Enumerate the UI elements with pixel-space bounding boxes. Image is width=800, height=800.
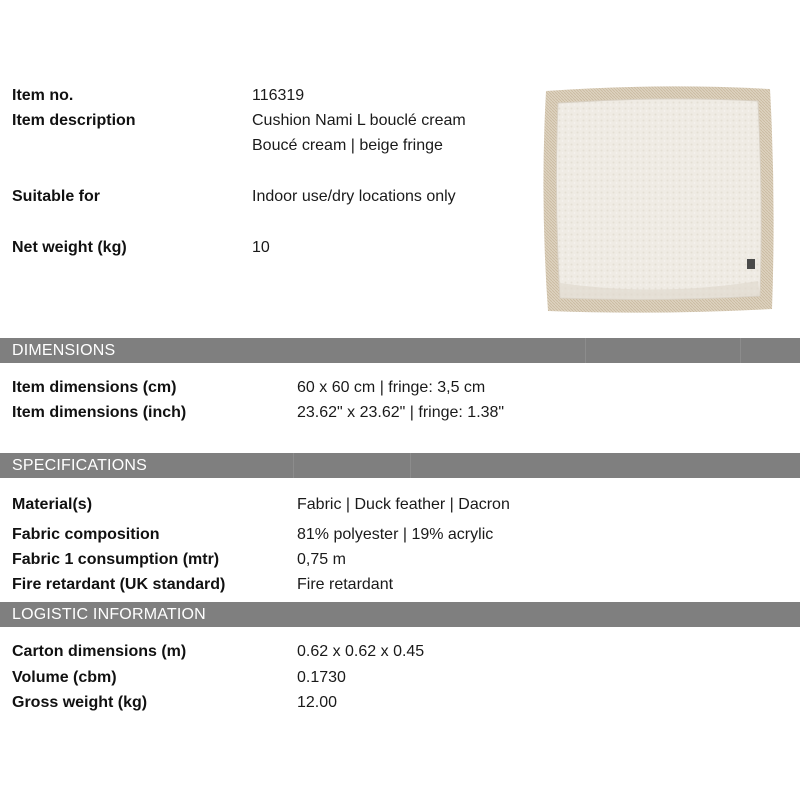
cushion-product-image: [540, 83, 776, 315]
row-label: Item dimensions (inch): [12, 404, 187, 421]
dimensions-section-header: [0, 338, 800, 363]
row-value: 0,75 m: [297, 551, 346, 568]
specifications-section-header: [0, 453, 800, 478]
row-label: Material(s): [12, 496, 93, 513]
row-label: Carton dimensions (m): [12, 643, 187, 660]
row-value: 81% polyester | 19% acrylic: [297, 526, 494, 543]
row-label: Item dimensions (cm): [12, 379, 177, 396]
item-no-label: Item no.: [12, 87, 74, 104]
header-cell-divider: [585, 338, 586, 363]
logistic-section-header: [0, 602, 800, 627]
item-description-label: Item description: [12, 112, 136, 129]
net-weight-value: 10: [252, 239, 270, 256]
row-label: Fabric composition: [12, 526, 160, 543]
header-cell-divider: [740, 338, 741, 363]
row-label: Gross weight (kg): [12, 694, 148, 711]
row-label: Fire retardant (UK standard): [12, 576, 226, 593]
row-label: Volume (cbm): [12, 669, 117, 686]
item-description-line2: Boucé cream | beige fringe: [252, 137, 443, 154]
row-value: 12.00: [297, 694, 338, 711]
cushion-label-tag: [747, 259, 755, 269]
item-description-line1: Cushion Nami L bouclé cream: [252, 112, 466, 129]
dimensions-header-text: DIMENSIONS: [12, 342, 116, 359]
row-value: 23.62" x 23.62" | fringe: 1.38": [297, 404, 505, 421]
item-no-value: 116319: [252, 87, 305, 104]
header-cell-divider: [293, 453, 294, 478]
logistic-header-text: LOGISTIC INFORMATION: [12, 606, 206, 623]
cushion-body: [556, 99, 761, 300]
header-cell-divider: [410, 453, 411, 478]
row-label: Fabric 1 consumption (mtr): [12, 551, 220, 568]
suitable-for-value: Indoor use/dry locations only: [252, 188, 456, 205]
row-value: 0.1730: [297, 669, 346, 686]
net-weight-label: Net weight (kg): [12, 239, 127, 256]
row-value: 0.62 x 0.62 x 0.45: [297, 643, 425, 660]
specifications-header-text: SPECIFICATIONS: [12, 457, 147, 474]
suitable-for-label: Suitable for: [12, 188, 101, 205]
row-value: Fire retardant: [297, 576, 394, 593]
row-value: 60 x 60 cm | fringe: 3,5 cm: [297, 379, 486, 396]
row-value: Fabric | Duck feather | Dacron: [297, 496, 510, 513]
